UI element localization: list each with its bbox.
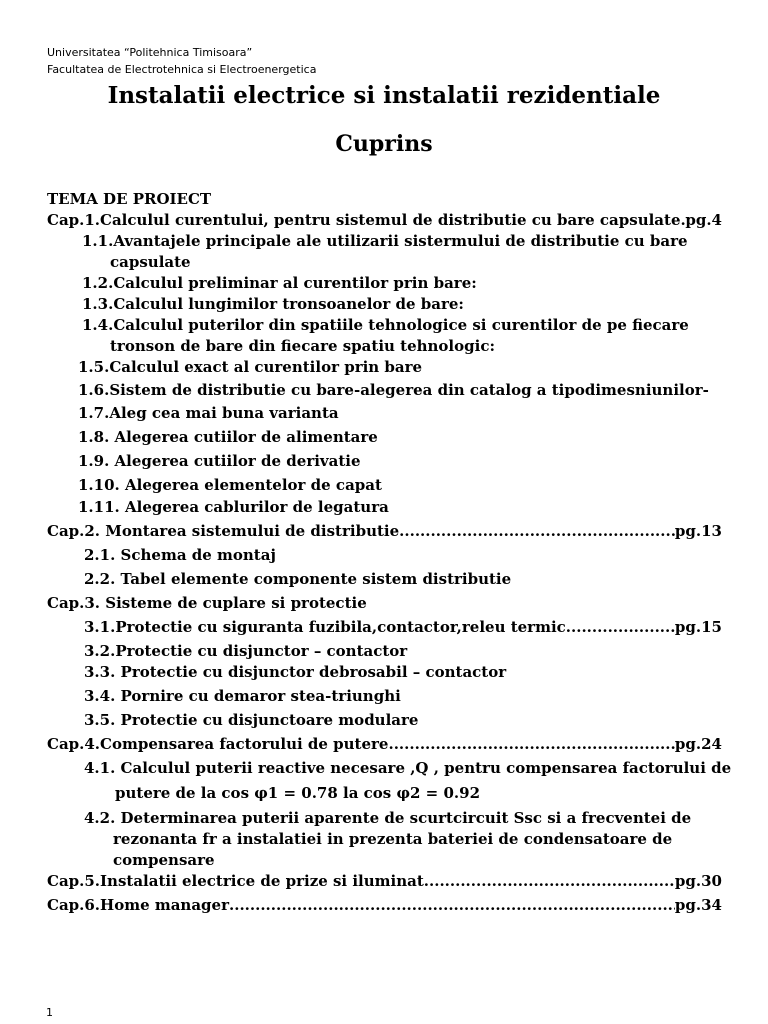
toc-item-1-10: 1.10. Alegerea elementelor de capat xyxy=(78,476,382,494)
faculty-name: Facultatea de Electrotehnica si Electroenergetica xyxy=(47,63,317,76)
toc-item-3-1: 3.1.Protectie cu siguranta fuzibila,contactor,releu termic ..... pg.15 xyxy=(47,617,722,638)
toc-tema: TEMA DE PROIECT xyxy=(47,190,212,208)
toc-item-1-4-cont: tronson de bare din fiecare spatiu tehnologic: xyxy=(110,337,495,355)
toc-item-1-3: 1.3.Calculul lungimilor tronsoanelor de bare: xyxy=(82,295,464,313)
toc-item-1-9: 1.9. Alegerea cutiilor de derivatie xyxy=(78,452,361,470)
toc-item-3-5: 3.5. Protectie cu disjunctoare modulare xyxy=(84,711,419,729)
page-ref: pg.24 xyxy=(674,735,722,753)
page-ref: pg.30 xyxy=(674,872,722,890)
toc-cap4: Cap.4.Compensarea factorului de putere ..... pg.24 xyxy=(47,734,722,755)
page-number: 1 xyxy=(46,1006,53,1019)
table-of-contents xyxy=(47,189,732,916)
toc-item-4-1: 4.1. Calculul puterii reactive necesare ,Q , pentru compensarea factorului de xyxy=(84,759,732,777)
toc-heading: Cuprins xyxy=(335,131,433,157)
toc-cap1: Cap.1.Calculul curentului, pentru sistemul de distributie cu bare capsulate ..... pg.4 xyxy=(47,210,722,231)
toc-item-4-2: 4.2. Determinarea puterii aparente de scurtcircuit Ssc si a frecventei de xyxy=(84,809,692,827)
toc-item-2-2: 2.2. Tabel elemente componente sistem distributie xyxy=(84,570,512,588)
page-ref: pg.15 xyxy=(674,618,722,636)
toc-item-1-8: 1.8. Alegerea cutiilor de alimentare xyxy=(78,428,378,446)
toc-cap2: Cap.2. Montarea sistemului de distributie ..... pg.13 xyxy=(47,521,722,542)
toc-item-3-3: 3.3. Protectie cu disjunctor debrosabil – contactor xyxy=(84,663,507,681)
toc-item-1-6: 1.6.Sistem de distributie cu bare-alegerea din catalog a tipodimesniunilor- xyxy=(78,381,709,399)
toc-item-1-1-cont: capsulate xyxy=(110,253,191,271)
toc-cap3: Cap.3. Sisteme de cuplare si protectie xyxy=(47,594,367,612)
toc-item-1-1: 1.1.Avantajele principale ale utilizarii sistermului de distributie cu bare xyxy=(82,232,688,250)
page-ref: pg.13 xyxy=(674,522,722,540)
toc-item-1-2: 1.2.Calculul preliminar al curentilor prin bare: xyxy=(82,274,477,292)
toc-item-2-1: 2.1. Schema de montaj xyxy=(84,546,276,564)
toc-item-1-4: 1.4.Calculul puterilor din spatiile tehnologice si curentilor de pe fiecare xyxy=(82,316,689,334)
toc-item-1-5: 1.5.Calculul exact al curentilor prin bare xyxy=(78,358,423,376)
toc-item-3-2: 3.2.Protectie cu disjunctor – contactor xyxy=(84,642,408,660)
toc-item-3-4: 3.4. Pornire cu demaror stea-triunghi xyxy=(84,687,401,705)
toc-item-1-7: 1.7.Aleg cea mai buna varianta xyxy=(78,404,339,422)
toc-item-4-1-cont: putere de la cos φ1 = 0.78 la cos φ2 = 0.92 xyxy=(115,784,481,802)
document-title: Instalatii electrice si instalatii rezidentiale xyxy=(107,82,661,109)
toc-item-1-11: 1.11. Alegerea cablurilor de legatura xyxy=(78,498,389,516)
toc-cap6: Cap.6.Home manager ..... pg.34 xyxy=(47,895,722,916)
document-header xyxy=(47,44,316,78)
university-name: Universitatea “Politehnica Timisoara” xyxy=(47,46,253,59)
toc-item-4-2-cont2: compensare xyxy=(113,851,215,869)
page-ref: pg.4 xyxy=(685,211,722,229)
toc-item-4-2-cont: rezonanta fr a instalatiei in prezenta bateriei de condensatoare de xyxy=(113,830,673,848)
page-ref: pg.34 xyxy=(674,896,722,914)
toc-cap5: Cap.5.Instalatii electrice de prize si iluminat ..... pg.30 xyxy=(47,871,722,892)
